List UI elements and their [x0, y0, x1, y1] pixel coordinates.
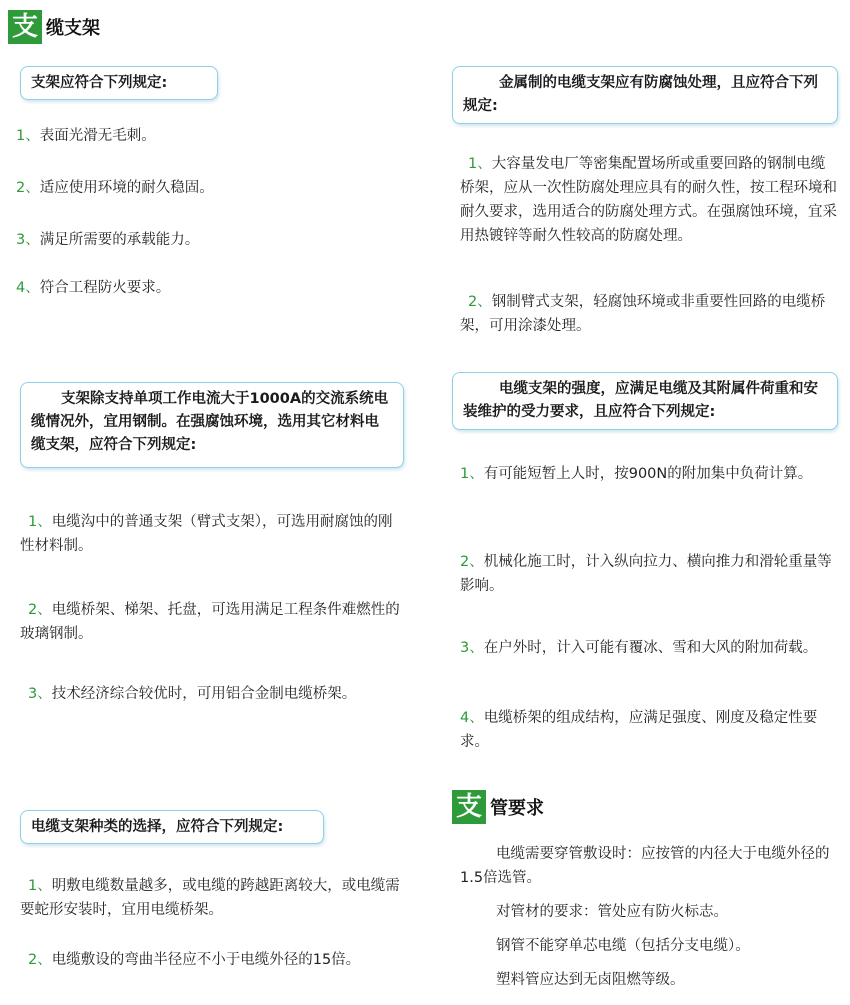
heading-title: 缆支架: [46, 18, 100, 39]
rule-box-bracket-strength: 电缆支架的强度，应满足电缆及其附属件荷重和安装维护的受力要求，且应符合下列规定:: [452, 372, 838, 430]
heading-badge: 支: [452, 790, 486, 824]
list-item: 2、适应使用环境的耐久稳固。: [16, 180, 214, 196]
paragraph: 塑料管应达到无卤阻燃等级。: [496, 972, 685, 988]
paragraph: 钢管不能穿单芯电缆（包括分支电缆）。: [496, 938, 750, 954]
list-item: 2、机械化施工时，计入纵向拉力、横向推力和滑轮重量等影响。: [460, 554, 832, 594]
rule-box-anticorrosion: 金属制的电缆支架应有防腐蚀处理，且应符合下列规定:: [452, 66, 838, 124]
heading-title: 管要求: [490, 798, 544, 819]
list-item: 4、电缆桥架的组成结构，应满足强度、刚度及稳定性要求。: [460, 710, 818, 750]
list-item: 2、电缆桥架、梯架、托盘，可选用满足工程条件难燃性的玻璃钢制。: [20, 602, 400, 642]
rule-box-bracket-material: 支架除支持单项工作电流大于1000A的交流系统电缆情况外，宜用钢制。在强腐蚀环境，选用其它材料电缆支架，应符合下列规定:: [20, 382, 404, 468]
list-item: 3、在户外时，计入可能有覆冰、雪和大风的附加荷载。: [460, 640, 818, 656]
list-item: 3、满足所需要的承载能力。: [16, 232, 200, 248]
list-item: 1、明敷电缆数量越多，或电缆的跨越距离较大，或电缆需要蛇形安装时，宜用电缆桥架。: [20, 878, 400, 918]
list-item: 1、电缆沟中的普通支架（臂式支架），可选用耐腐蚀的刚性材料制。: [20, 514, 393, 554]
section-heading-cable-bracket: [8, 10, 100, 44]
section-heading-conduit-requirements: [452, 790, 544, 824]
rule-box-bracket-type-selection: 电缆支架种类的选择，应符合下列规定:: [20, 810, 324, 844]
list-item: 4、符合工程防火要求。: [16, 280, 171, 296]
list-item: 1、大容量发电厂等密集配置场所或重要回路的钢制电缆桥架，应从一次性防腐处理应具有的耐久性，按工程环境和耐久要求，选用适合的防腐处理方式。在强腐蚀环境，宜采用热镀锌等耐久性较高的防腐处理。: [460, 156, 837, 244]
list-item: 2、钢制臂式支架，轻腐蚀环境或非重要性回路的电缆桥架，可用涂漆处理。: [460, 294, 826, 334]
list-item: 2、电缆敷设的弯曲半径应不小于电缆外径的15倍。: [28, 952, 361, 968]
paragraph: 对管材的要求：管处应有防火标志。: [496, 904, 728, 920]
list-item: 1、有可能短暂上人时，按900N的附加集中负荷计算。: [460, 466, 813, 482]
list-item: 3、技术经济综合较优时，可用铝合金制电缆桥架。: [28, 686, 357, 702]
paragraph: 电缆需要穿管敷设时：应按管的内径大于电缆外径的1.5倍选管。: [460, 846, 830, 886]
list-item: 1、表面光滑无毛刺。: [16, 128, 156, 144]
rule-box-bracket-requirements: 支架应符合下列规定:: [20, 66, 218, 100]
heading-badge: 支: [8, 10, 42, 44]
